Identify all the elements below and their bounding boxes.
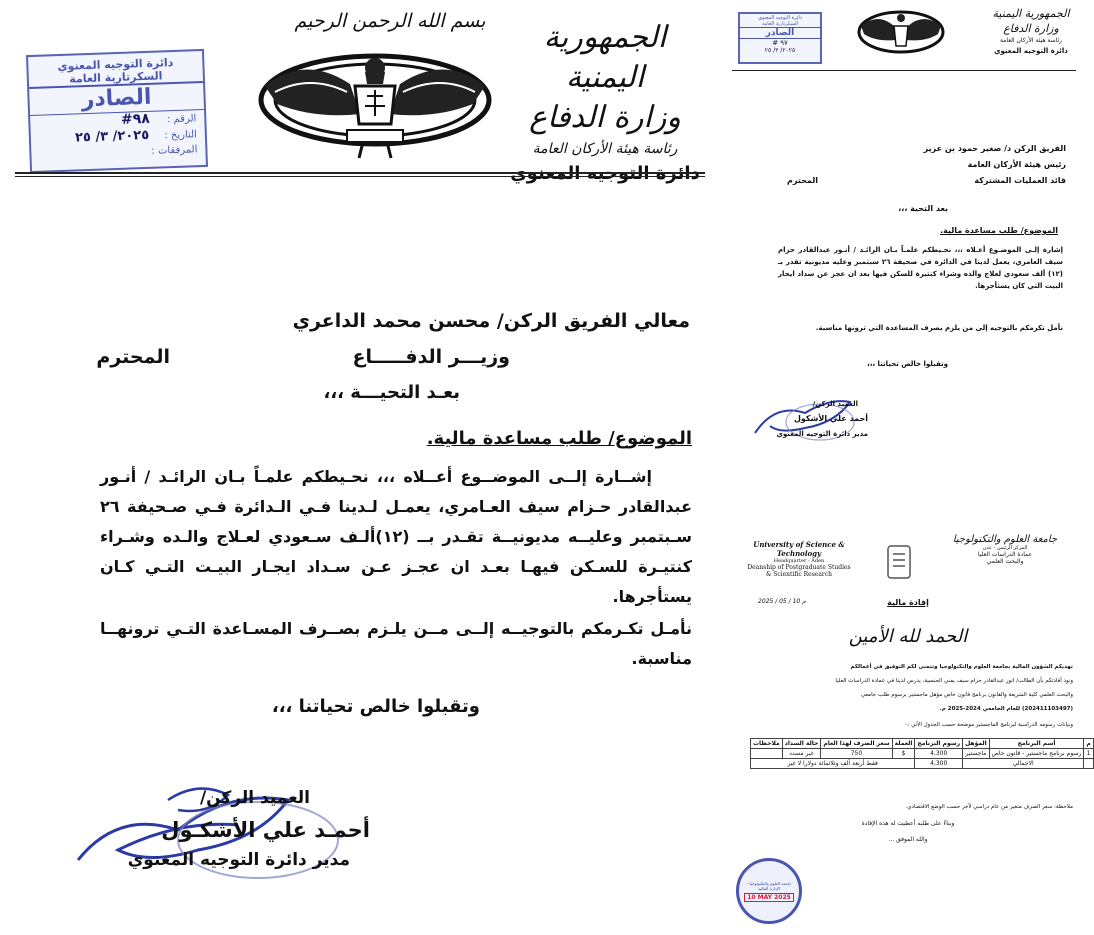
second-stamp-line2: السكرتارية العامة: [761, 21, 799, 27]
stamp-date-label: التاريخ :: [164, 129, 198, 142]
uni-name-en: University of Science & Technology: [753, 540, 845, 558]
second-department: دائرة التوجيه المعنوي: [994, 47, 1068, 55]
second-republic: الجمهورية اليمنية: [992, 7, 1070, 20]
recipient-title: معالي الفريق الركن/ محسن محمد الداعري: [292, 310, 690, 332]
cell-total-blank: [1084, 759, 1093, 769]
second-greeting: بعد التحية ،،،: [898, 204, 948, 213]
uni-closing-2: والله الموفق ...: [888, 836, 928, 843]
basmala: بسم الله الرحمن الرحيم: [294, 10, 486, 32]
uni-body-1: ونود أفادتكم بأن الطالب/ انور عبدالقادر حزام سيف يمني الجنسية، يدرس لدينا في عمادة الدراسات العليا: [835, 678, 1073, 684]
header-rule-2: [15, 176, 705, 177]
uni-calligraphy: الحمد لله الأمين: [848, 626, 968, 647]
th-currency: العملة: [892, 739, 915, 749]
stamp-line-outgoing: الصادر: [29, 81, 204, 116]
fees-table: [750, 738, 1094, 769]
main-header-right: [505, 18, 705, 188]
second-stamp-ref: ٩٧ #: [772, 39, 788, 47]
th-status: حالة السداد: [782, 739, 821, 749]
second-signer-rank: العميد الركن/: [812, 400, 858, 408]
th-rate: سعر الصرف لهذا العام: [821, 739, 892, 749]
uni-title: إفادة مالية: [887, 598, 929, 607]
honorific: المحترم: [96, 346, 170, 368]
ministry-title: وزارة الدفاع: [529, 100, 681, 135]
stamp-attach-label: المرفقات :: [151, 144, 198, 157]
finance-seal-date: 10 MAY 2025: [744, 893, 794, 902]
outgoing-stamp: [26, 49, 208, 173]
cell-total-label: الاجمالي: [963, 759, 1084, 769]
second-honorific: المحترم: [787, 176, 818, 185]
recipient-role: وزيـــر الدفـــــاع: [352, 346, 510, 368]
uni-date: 2025 / 05 / 10 م: [758, 598, 806, 605]
stamp-ref-value: ٩٨#: [120, 110, 151, 128]
second-stamp-date: ٢٠٢٥/ ٣/ ٢٥: [764, 47, 796, 54]
th-index: م: [1084, 739, 1093, 749]
second-recipient-line2: رئيس هيئة الأركان العامة: [967, 160, 1066, 169]
uni-body-3: (202411103497) للعام الجامعي 2024-2025 م.: [939, 706, 1073, 712]
uni-body-2: والبحث العلمي كلية الشريعة والقانون برنامج قانون خاص مؤهل ماجستير برسوم طلب جامعي: [860, 692, 1073, 698]
finance-seal: [736, 858, 802, 924]
presidency-title: رئاسة هيئة الأركان العامة: [532, 141, 678, 157]
uni-header-ar: [938, 534, 1072, 565]
table-row: [751, 749, 1094, 759]
subject: الموضوع/ طلب مساعدة مالية.: [426, 428, 692, 449]
cell-currency: $: [892, 749, 915, 759]
uni-intro: تهديكم الشؤون المالية بجامعة العلوم والتكنولوجيا وتتمنى لكم التوفيق في أعمالكم: [850, 664, 1073, 670]
cell-status: غير مسدد: [782, 749, 821, 759]
second-signer-name: أحمد علي الأشكول: [793, 414, 868, 423]
uni-note: ملاحظة: سعر الصرف متغير من عام دراسي لآخر حسب الوضع الاقتصادي.: [905, 804, 1073, 810]
stamp-ref-label: الرقم :: [166, 113, 197, 126]
uni-header-en: [734, 540, 864, 578]
second-header-right: [986, 6, 1076, 56]
closing: وتقبلوا خالص تحياتنا ،،،: [271, 696, 480, 717]
second-recipient-role: قائد العمليات المشتركة: [974, 176, 1066, 185]
second-signer-position: مدير دائرة التوجيه المعنوي: [776, 430, 868, 438]
uni-name-ar: جامعة العلوم والتكنولوجيا: [952, 534, 1058, 545]
stamp-date-value: ٢٠٢٥/ ٣/ ٢٥: [74, 127, 150, 146]
table-total-row: [751, 759, 1094, 769]
second-closing: وتقبلوا خالص تحياتنا ،،،: [867, 360, 948, 368]
finance-seal-text: جامعة العلوم والتكنولوجيا - الإدارة المالية: [746, 880, 792, 891]
cell-degree: ماجستير: [963, 749, 990, 759]
fees-table-header: [751, 739, 1094, 749]
stamp-line-department: دائرة التوجيه المعنوي: [57, 56, 174, 74]
stamp-line-secretariat: السكرتارية العامة: [68, 69, 163, 86]
republic-title: الجمهورية اليمنية: [543, 20, 667, 95]
th-fees: رسوم البرنامج: [915, 739, 963, 749]
university-logo: [884, 542, 914, 582]
th-degree: المؤهل: [963, 739, 990, 749]
university-letter: [728, 526, 1091, 935]
uni-deanship-ar: عمادة الدراسات العليا: [977, 551, 1033, 558]
cell-total-value: 4,300: [915, 759, 963, 769]
body-paragraph-2: نأمـل تكـرمكم بالتوجيــه إلــى مــن يلـزم بصــرف المسـاعدة التـي ترونهــا مناسبة.: [100, 619, 692, 668]
second-recipient: الفريق الركن د/ صغير حمود بن عزيز: [923, 144, 1066, 153]
second-stamp-line1: دائرة التوجيه المعنوي: [757, 15, 803, 21]
second-stamp-line3: الصادر: [740, 27, 820, 39]
cell-total-words: فقط أربعة آلف وثلاثمائة دولارا لا غير: [751, 759, 915, 769]
signer-rank: العميد الركن/: [199, 788, 310, 808]
uni-closing-1: وبناءً على طلبه أعطيت له هذه الإفادة: [861, 820, 955, 827]
greeting: بعـد التحيـــة ،،،: [323, 382, 460, 403]
second-body-1: إشارة إلـى الموضـوع أعـلاه ،،، نحـيطكم علمـاً بـان الرائـد / أنـور عبدالقادر حزام سيف العامري، يعمل لدينا في الدائرة في صحيفة ٢٦ سبتمبر وعليه مديونية تقدر بـ (١٢) ألف سعودي لعلاج والده وشراء كنتيرة للسكن فيها بعد ان عجز عن سداد ايجار البيت التي كان يستأجرها.: [778, 246, 1063, 290]
second-ministry: وزارة الدفاع: [1003, 22, 1059, 35]
signer-position: مدير دائرة التوجيه المعنوي: [127, 850, 350, 870]
yemen-eagle-emblem: [255, 34, 495, 162]
second-subject: الموضوع/ طلب مساعدة مالية.: [940, 226, 1058, 235]
cell-notes: [751, 749, 783, 759]
second-header-rule: [732, 70, 1076, 71]
second-eagle-emblem: [856, 4, 946, 60]
cell-rate: 750: [821, 749, 892, 759]
th-program: أسم البرنامج: [989, 739, 1084, 749]
cell-program: رسوم برنامج ماجستير - قانون خاص: [989, 749, 1084, 759]
second-body-2: نأمل تكرمكم بالتوجيه إلى من يلزم بصرف المساعدة التي ترونها مناسبة.: [815, 324, 1063, 332]
department-title: [505, 160, 705, 188]
cell-fees: 4,300: [915, 749, 963, 759]
uni-research-en: & Scientific Research: [765, 571, 833, 578]
uni-table-intro: وبيانات رسومه الدراسية لبرنامج الماجستير موضحة حسب الجدول الآتي :-: [905, 722, 1073, 728]
uni-deanship-en: Deanship of Postgraduate Studies: [747, 564, 851, 571]
th-notes: ملاحظات: [751, 739, 783, 749]
uni-hq-en: Headquarter - Aden: [773, 558, 825, 564]
second-presidency: رئاسة هيئة الأركان العامة: [999, 37, 1063, 44]
body-paragraph-1: إشــارة إلــى الموضــوع أعــلاه ،،، نحـيطكم علمـاً بـان الرائـد / أنـور عبدالقادر حـزام سيف العـامري، يعمـل لـدينا فـي الـدائرة فـي صـحيفة ٢٦ سـبتمبر وعليــه مديونيــة تقـدر بــ (١٢)ألـف سـعودي لعـلاج والـده وشـراء كنتيـرة للسـكن فيهـا بعـد ان عجـز عـن سـداد ايجـار البيـت التـي كـان يستأجرها.: [100, 467, 692, 606]
uni-hq-ar: المركز الرئيس - عدن: [982, 545, 1028, 551]
header-rule: [15, 172, 705, 174]
signer-name: أحمـد علي الأشكـول: [161, 818, 370, 842]
uni-research-ar: والبحث العلمي: [986, 558, 1024, 565]
cell-index: 1: [1084, 749, 1093, 759]
second-stamp: [738, 12, 822, 64]
second-letter: [728, 0, 1080, 470]
